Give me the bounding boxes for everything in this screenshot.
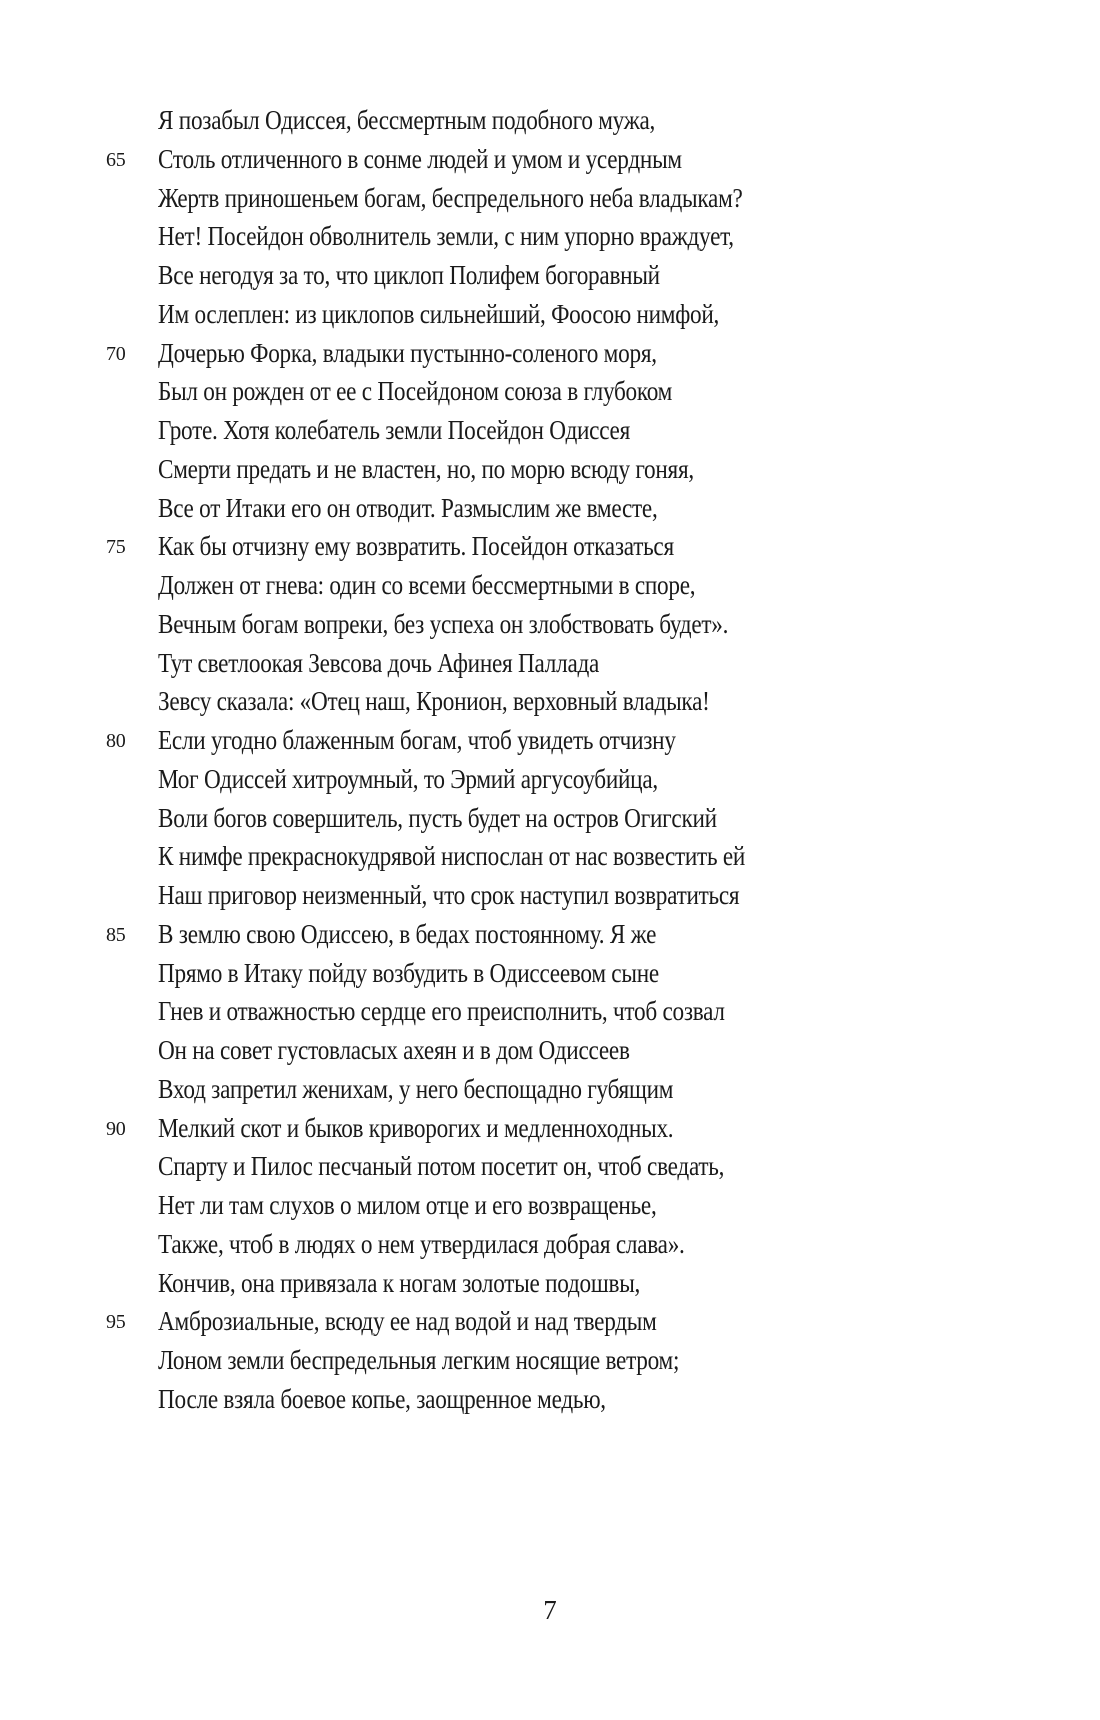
verse-line xyxy=(0,1302,1100,1341)
line-number: 90 xyxy=(106,1117,126,1140)
line-number: 85 xyxy=(106,923,126,946)
line-number: 95 xyxy=(106,1311,126,1334)
verse-line xyxy=(0,256,1100,295)
line-text: Нет! Посейдон обволнитель земли, с ним упорно враждует, xyxy=(158,221,734,252)
verse-line xyxy=(0,760,1100,799)
line-text: Если угодно блаженным богам, чтоб увидеть отчизну xyxy=(158,725,676,755)
verse-line xyxy=(0,915,1100,954)
verse-line xyxy=(0,1070,1100,1109)
line-text: Вечным богам вопреки, без успеха он злобствовать будет». xyxy=(158,608,729,639)
verse-line xyxy=(0,721,1100,760)
line-text: В землю свою Одиссею, в бедах постоянному. Я же xyxy=(158,918,657,949)
line-text: Мелкий скот и быков криворогих и медленноходных. xyxy=(158,1112,674,1143)
verse-line xyxy=(0,682,1100,721)
verse-line xyxy=(0,799,1100,838)
line-number: 75 xyxy=(106,536,126,559)
line-text: Гнев и отважностью сердце его преисполнить, чтоб созвал xyxy=(158,996,725,1027)
line-text: Также, чтоб в людях о нем утвердилася добрая слава». xyxy=(158,1228,685,1259)
line-text: Я позабыл Одиссея, бессмертным подобного мужа, xyxy=(158,105,656,135)
verse-line xyxy=(0,566,1100,605)
verse-line xyxy=(0,295,1100,334)
verse-line xyxy=(0,1031,1100,1070)
line-text: Воли богов совершитель, пусть будет на остров Огигский xyxy=(158,802,717,833)
line-number: 65 xyxy=(106,148,126,171)
verse-line xyxy=(0,644,1100,683)
line-text: Жертв приношеньем богам, беспредельного неба владыкам? xyxy=(158,182,743,213)
verse-line xyxy=(0,1186,1100,1225)
line-text: Все от Итаки его он отводит. Размыслим же вместе, xyxy=(158,492,658,523)
line-text: После взяла боевое копье, заощренное медью, xyxy=(158,1383,606,1414)
line-text: Мог Одиссей хитроумный, то Эрмий аргусоубийца, xyxy=(158,763,658,794)
line-text: Гроте. Хотя колебатель земли Посейдон Одиссея xyxy=(158,415,631,445)
verse-line xyxy=(0,1147,1100,1186)
verse-line xyxy=(0,372,1100,411)
verse-line xyxy=(0,489,1100,528)
line-text: Нет ли там слухов о милом отце и его возвращенье, xyxy=(158,1190,657,1220)
verse-line xyxy=(0,605,1100,644)
verse-line xyxy=(0,1380,1100,1419)
verse-line xyxy=(0,411,1100,450)
line-text: Должен от гнева: один со всеми бессмертными в споре, xyxy=(158,570,696,600)
line-text: Кончив, она привязала к ногам золотые подошвы, xyxy=(158,1267,641,1298)
verse-line xyxy=(0,837,1100,876)
line-text: Им ослеплен: из циклопов сильнейший, Фоосою нимфой, xyxy=(158,298,720,329)
verse-line xyxy=(0,217,1100,256)
verse-line xyxy=(0,101,1100,140)
line-text: Наш приговор неизменный, что срок наступил возвратиться xyxy=(158,880,740,910)
line-text: Все негодуя за то, что циклоп Полифем богоравный xyxy=(158,260,660,290)
verse-line xyxy=(0,179,1100,218)
line-text: Столь отличенного в сонме людей и умом и усердным xyxy=(158,143,682,174)
line-text: Был он рожден от ее с Посейдоном союза в глубоком xyxy=(158,376,673,407)
verse-line xyxy=(0,1264,1100,1303)
verse-line xyxy=(0,450,1100,489)
verse-line xyxy=(0,140,1100,179)
line-text: Прямо в Итаку пойду возбудить в Одиссеевом сыне xyxy=(158,957,659,988)
page-number: 7 xyxy=(543,1595,557,1625)
line-text: Он на совет густовласых ахеян и в дом Одиссеев xyxy=(158,1035,630,1065)
verse-line xyxy=(0,1225,1100,1264)
line-text: Смерти предать и не властен, но, по морю всюду гоняя, xyxy=(158,453,694,484)
line-number: 80 xyxy=(106,730,126,752)
line-text: Тут светлоокая Зевсова дочь Афинея Паллада xyxy=(158,647,600,678)
verse-line xyxy=(0,1341,1100,1380)
line-text: Зевсу сказала: «Отец наш, Кронион, верховный владыка! xyxy=(158,686,710,717)
line-text: К нимфе прекраснокудрявой ниспослан от нас возвестить ей xyxy=(158,841,746,872)
verse-line xyxy=(0,876,1100,915)
line-text: Вход запретил женихам, у него беспощадно губящим xyxy=(158,1073,674,1104)
verse-line xyxy=(0,954,1100,993)
line-text: Дочерью Форка, владыки пустынно-соленого моря, xyxy=(158,337,657,368)
verse-line xyxy=(0,1109,1100,1148)
verse-line xyxy=(0,992,1100,1031)
verse-block xyxy=(0,101,1100,1419)
verse-line xyxy=(0,527,1100,566)
line-text: Спарту и Пилос песчаный потом посетит он, чтоб сведать, xyxy=(158,1151,725,1182)
line-text: Амброзиальные, всюду ее над водой и над твердым xyxy=(158,1306,657,1337)
verse-line xyxy=(0,334,1100,373)
line-text: Лоном земли беспредельныя легким носящие ветром; xyxy=(158,1345,680,1375)
line-number: 70 xyxy=(106,342,126,365)
line-text: Как бы отчизну ему возвратить. Посейдон отказаться xyxy=(158,531,674,562)
